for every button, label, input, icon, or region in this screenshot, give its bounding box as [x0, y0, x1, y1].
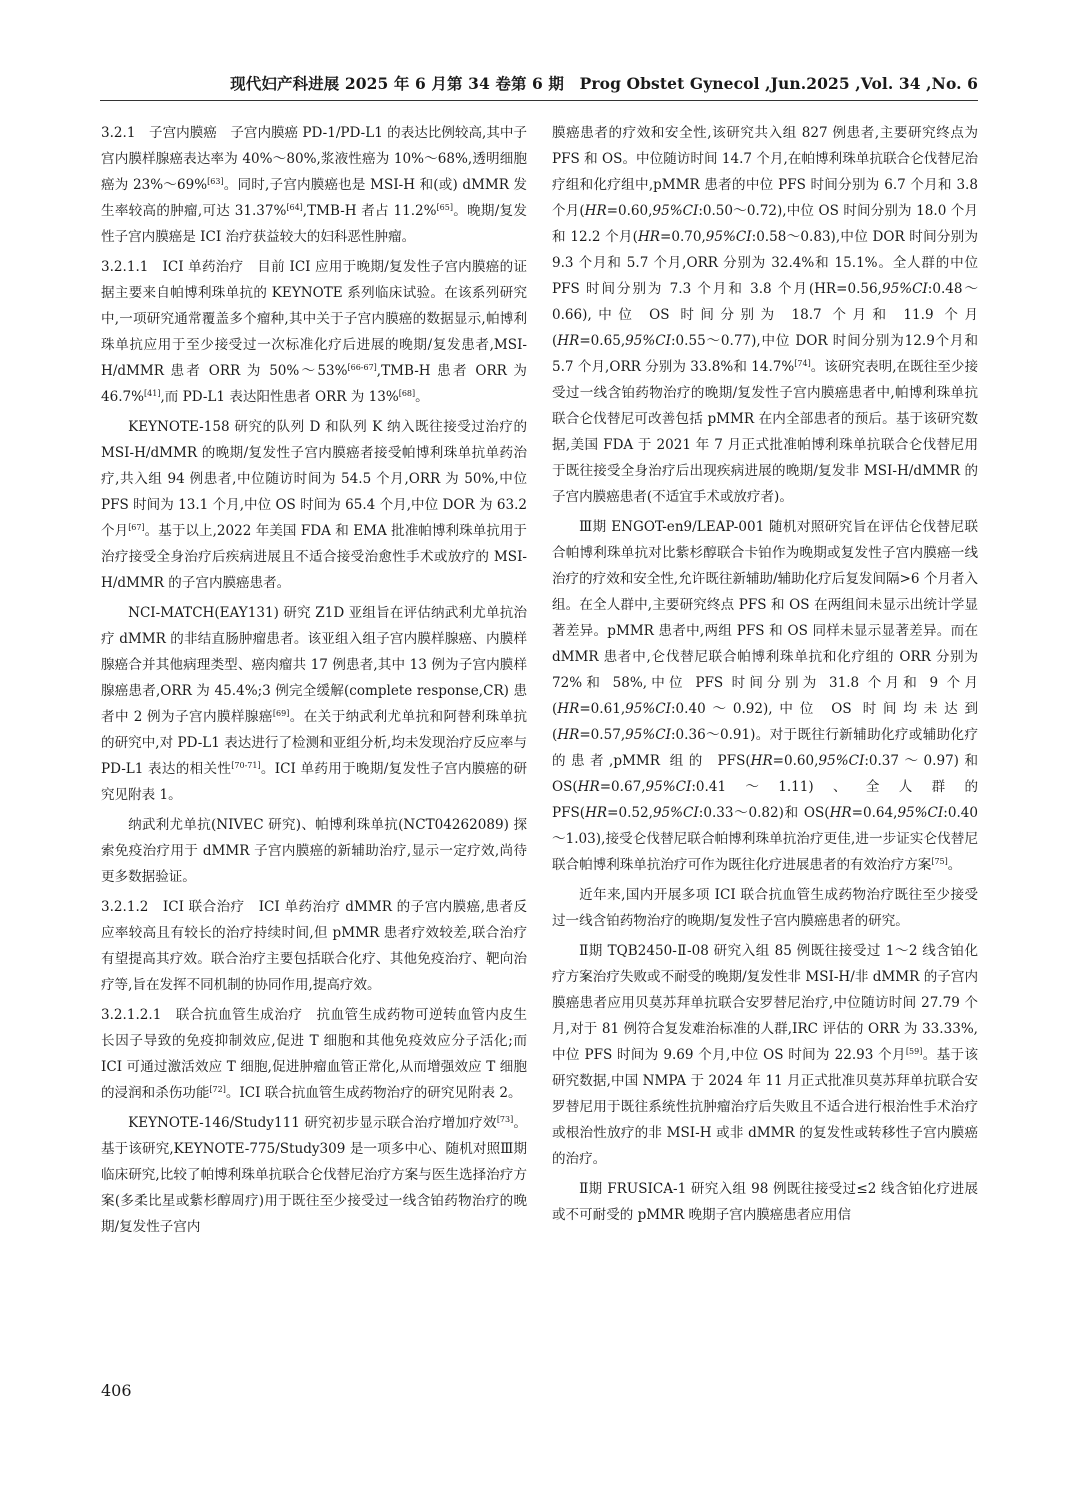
citation: [63]: [207, 177, 224, 186]
header-rule: [100, 100, 978, 101]
citation: [68]: [398, 389, 416, 398]
right-column: [552, 120, 978, 1228]
keynote-775-continued-paragraph: 膜癌患者的疗效和安全性,该研究共入组 827 例患者,主要研究终点为 PFS 和 OS。中位随访时间 14.7 个月,在帕博利珠单抗联合仑伐替尼治疗组和化疗组中,pMMR 患者的中位 PFS 时间分别为 6.7 个月和 3.8 个月(HR=0.60,95%CI:0.50～0.72),中位 OS 时间分别为 18.0 个月和 12.2 个月(HR=0.70,95%CI:0.58～0.83),中位 DOR 时间分别为 9.3 个月和 5.7 个月,ORR 分别为 32.4%和 15.1%。全人群的中位 PFS 时间分别为 7.3 个月和 3.8 个月(HR=0.56,95%CI:0.48～0.66),中位 OS 时间分别为 18.7 个月和 11.9 个月(HR=0.65,95%CI:0.55～0.77),中位 DOR 时间分别为12.9个月和 5.7 个月,ORR 分别为 33.8%和 14.7%[74]。该研究表明,在既往至少接受过一线含铂药物治疗的晚期/复发性子宫内膜癌患者中,帕博利珠单抗联合仑伐替尼可改善包括 pMMR 在内全部患者的预后。基于该研究数据,美国 FDA 于 2021 年 7 月正式批准帕博利珠单抗联合仑伐替尼用于既往接受全身治疗后出现疾病进展的晚期/复发非 MSI-H/dMMR 的子宫内膜癌患者(不适宜手术或放疗者)。: [552, 125, 979, 505]
frusica-1-paragraph: Ⅱ期 FRUSICA-1 研究入组 98 例既往接受过≤2 线含铂化疗进展或不可耐受的 pMMR 晚期子宫内膜癌患者应用信: [552, 1181, 978, 1223]
citation: [75]: [931, 857, 948, 866]
citation: [67]: [128, 523, 145, 532]
citation: [59]: [905, 1047, 923, 1056]
citation: [64]: [286, 203, 303, 212]
neoadjuvant-paragraph: 纳武利尤单抗(NIVEC 研究)、帕博利珠单抗(NCT04262089) 探索免疫治疗用于 dMMR 子宫内膜癌的新辅助治疗,显示一定疗效,尚待更多数据验证。: [101, 817, 527, 885]
leap-001-paragraph: Ⅲ期 ENGOT-en9/LEAP-001 随机对照研究旨在评估仑伐替尼联合帕博利珠单抗对比紫杉醇联合卡铂作为晚期或复发性子宫内膜癌一线治疗的疗效和安全性,允许既往新辅助/辅助化疗后复发间隔>6 个月者入组。在全人群中,主要研究终点 PFS 和 OS 在两组间未显示出统计学显著差异。pMMR 患者中,两组 PFS 和 OS 同样未显示显著差异。而在 dMMR 患者中,仑伐替尼联合帕博利珠单抗和化疗组的 ORR 分别为 72%和 58%,中位 PFS 时间分别为 31.8 个月和 9 个月(HR=0.61,95%CI:0.40～0.92),中位 OS 时间均未达到(HR=0.57,95%CI:0.36～0.91)。对于既往行新辅助化疗或辅助化疗的患者,pMMR 组的 PFS(HR=0.60,95%CI:0.37～0.97)和 OS(HR=0.67,95%CI:0.41～1.11)、全人群的 PFS(HR=0.52,95%CI:0.33～0.82)和 OS(HR=0.64,95%CI:0.40～1.03),接受仑伐替尼联合帕博利珠单抗治疗更佳,进一步证实仑伐替尼联合帕博利珠单抗治疗可作为既往化疗进展患者的有效治疗方案[75]。: [552, 519, 979, 873]
citation: [72]: [209, 1085, 226, 1094]
domestic-studies-paragraph: 近年来,国内开展多项 ICI 联合抗血管生成药物治疗既往至少接受过一线含铂药物治疗的晚期/复发性子宫内膜癌患者的研究。: [552, 887, 978, 929]
tqb2450-paragraph: Ⅱ期 TQB2450-Ⅱ-08 研究入组 85 例既往接受过 1～2 线含铂化疗方案治疗失败或不耐受的晚期/复发性非 MSI-H/非 dMMR 的子宫内膜癌患者应用贝莫苏拜单抗联合安罗替尼治疗,中位随访时间 27.79 个月,对于 81 例符合复发难治标准的人群,IRC 评估的 ORR 为 33.33%,中位 PFS 时间为 9.69 个月,中位 OS 时间为 22.93 个月[59]。基于该研究数据,中国 NMPA 于 2024 年 11 月正式批准贝莫苏拜单抗联合安罗替尼用于既往系统性抗肿瘤治疗后失败且不适合进行根治性手术治疗或根治性放疗的非 MSI-H 或非 dMMR 的复发性或转移性子宫内膜癌的治疗。: [552, 943, 978, 1167]
section-3-2-1-2-1-paragraph: 3.2.1.2.1 联合抗血管生成治疗 抗血管生成药物可逆转血管内皮生长因子导致的免疫抑制效应,促进 T 细胞和其他免疫效应分子活化;而 ICI 可通过激活效应 T 细胞,促进肿瘤血管正常化,从而增强效应 T 细胞的浸润和杀伤功能[72]。ICI 联合抗血管生成药物治疗的研究见附表 2。: [101, 1007, 527, 1101]
citation: [65]: [436, 203, 453, 212]
running-header: 现代妇产科进展 2025 年 6 月第 34 卷第 6 期 Prog Obstet Gynecol ,Jun.2025 ,Vol. 34 ,No. 6: [230, 74, 978, 93]
nci-match-paragraph: NCI-MATCH(EAY131) 研究 Z1D 亚组旨在评估纳武利尤单抗治疗 dMMR 的非结直肠肿瘤患者。该亚组入组子宫内膜样腺癌、内膜样腺癌合并其他病理类型、癌肉瘤共 17 例患者,其中 13 例为子宫内膜样腺癌患者,ORR 为 45.4%;3 例完全缓解(complete response,CR) 患者中 2 例为子宫内膜样腺癌[69]。在关于纳武利尤单抗和阿替利珠单抗的研究中,对 PD-L1 表达进行了检测和亚组分析,均未发现治疗反应率与 PD-L1 表达的相关性[70-71]。ICI 单药用于晚期/复发性子宫内膜癌的研究见附表 1。: [101, 605, 527, 803]
citation: [70-71]: [231, 761, 261, 770]
section-3-2-1-paragraph: 3.2.1 子宫内膜癌 子宫内膜癌 PD-1/PD-L1 的表达比例较高,其中子宫内膜样腺癌表达率为 40%～80%,浆液性癌为 10%～68%,透明细胞癌为 23%～69%[63]。同时,子宫内膜癌也是 MSI-H 和(或) dMMR 发生率较高的肿瘤,可达 31.37%[64],TMB-H 者占 11.2%[65]。晚期/复发性子宫内膜癌是 ICI 治疗获益较大的妇科恶性肿瘤。: [101, 125, 527, 245]
keynote-146-paragraph: KEYNOTE-146/Study111 研究初步显示联合治疗增加疗效[73]。基于该研究,KEYNOTE-775/Study309 是一项多中心、随机对照Ⅲ期临床研究,比较了帕博利珠单抗联合仑伐替尼治疗方案与医生选择治疗方案(多柔比星或紫杉醇周疗)用于既往至少接受过一线含铂药物治疗的晚期/复发性子宫内: [101, 1115, 527, 1235]
citation: [73]: [496, 1115, 514, 1124]
citation: [66-67]: [347, 363, 377, 372]
citation: [74]: [794, 359, 811, 368]
section-3-2-1-1-paragraph: 3.2.1.1 ICI 单药治疗 目前 ICI 应用于晚期/复发性子宫内膜癌的证据主要来自帕博利珠单抗的 KEYNOTE 系列临床试验。在该系列研究中,一项研究通常覆盖多个瘤种,其中关于子宫内膜癌的数据显示,帕博利珠单抗应用于至少接受过一次标准化疗后进展的晚期/复发患者,MSI-H/dMMR 患者 ORR 为 50%～53%[66-67],TMB-H 患者 ORR 为 46.7%[41],而 PD-L1 表达阳性患者 ORR 为 13%[68]。: [101, 259, 527, 405]
citation: [41]: [144, 389, 161, 398]
section-3-2-1-2-paragraph: 3.2.1.2 ICI 联合治疗 ICI 单药治疗 dMMR 的子宫内膜癌,患者反应率较高且有较长的治疗持续时间,但 pMMR 患者疗效较差,联合治疗有望提高其疗效。联合治疗主要包括联合化疗、其他免疫治疗、靶向治疗等,旨在发挥不同机制的协同作用,提高疗效。: [101, 899, 527, 993]
left-column: [101, 120, 527, 1240]
page-number: 406: [101, 1381, 132, 1400]
keynote-158-paragraph: KEYNOTE-158 研究的队列 D 和队列 K 纳入既往接受过治疗的 MSI-H/dMMR 的晚期/复发性子宫内膜癌者接受帕博利珠单抗单药治疗,共入组 94 例患者,中位随访时间为 54.5 个月,ORR 为 50%,中位 PFS 时间为 13.1 个月,中位 OS 时间为 65.4 个月,中位 DOR 为 63.2 个月[67]。基于以上,2022 年美国 FDA 和 EMA 批准帕博利珠单抗用于治疗接受全身治疗后疾病进展且不适合接受治愈性手术或放疗的 MSI-H/dMMR 的子宫内膜癌患者。: [101, 419, 527, 591]
citation: [69]: [272, 709, 290, 718]
